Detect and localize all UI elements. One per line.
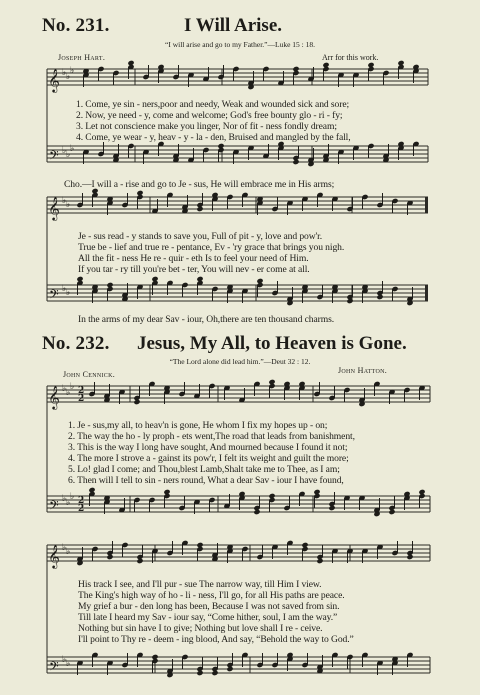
treble-clef-icon: 𝄞 (48, 385, 60, 409)
hymn-231-epigraph: “I will arise and go to my Father.”—Luke 15 : 18. (165, 40, 315, 49)
hymn-232-title: Jesus, My All, to Heaven is Gone. (137, 333, 407, 354)
svg-text:♭: ♭ (62, 494, 67, 504)
svg-text:♭: ♭ (66, 200, 71, 210)
verse-line: My grief a bur - den long has been, Because I was not saved from sin. (78, 601, 340, 612)
note-head (107, 282, 113, 287)
note-head (218, 143, 224, 148)
note-head (77, 276, 83, 281)
verse-line: The King's high way of ho - li - ness, I'll go, for all His paths are peace. (78, 590, 345, 601)
svg-text:♭: ♭ (70, 492, 75, 502)
svg-text:♭: ♭ (70, 66, 75, 76)
note-head (197, 542, 203, 547)
svg-text:♭: ♭ (66, 150, 71, 160)
verse-line: 4. Come, ye wear - y, heav - y - la - den, Bruised and mangled by the fall, (76, 132, 351, 143)
svg-text:♭: ♭ (66, 388, 71, 398)
note-head (407, 554, 413, 559)
note-head (137, 558, 143, 563)
note-head (212, 670, 218, 675)
note-head (128, 60, 134, 65)
note-head (269, 493, 275, 498)
verse-line: His track I see, and I'll pur - sue The narrow way, till Him I view. (78, 579, 322, 590)
note-head (107, 554, 113, 559)
chorus-line: In the arms of my dear Sav - iour, Oh,there are ten thousand charms. (78, 314, 335, 325)
verse-line: 6. Then will I tell to sin - ners round, What a dear Sav - iour I have found, (68, 475, 344, 486)
verse-line: 3. Let not conscience make you linger, Nor of fit - ness fondly dream; (76, 121, 337, 132)
hymn-232-composer: John Hatton. (338, 366, 388, 375)
hymn-231-title: I Will Arise. (184, 15, 283, 36)
treble-clef-icon: 𝄞 (48, 544, 60, 568)
note-head (197, 670, 203, 675)
bass-clef-icon: 𝄢 (49, 659, 59, 677)
verse-line: 1. Come, ye sin - ners,poor and needy, Weak and wounded sick and sore; (76, 99, 350, 110)
verse-line: 2. The way the ho - ly proph - ets went,The road that leads from banishment, (68, 431, 355, 442)
note-head (323, 62, 329, 67)
verse-line: 4. The more I strove a - gainst its pow'r, I felt its weight and guilt the more; (68, 453, 349, 464)
staff-treble-232b (47, 545, 430, 561)
hymn-232-epigraph: “The Lord alone did lead him.”—Deut 32 : 12. (169, 357, 311, 366)
note-head (89, 487, 95, 492)
note-head (254, 509, 260, 514)
hymn-232-number: No. 232. (42, 333, 110, 354)
note-head (152, 654, 158, 659)
note-head (197, 276, 203, 281)
verse-line: Till late I heard my Sav - iour say, “Come hither, soul, I am the way.” (78, 612, 338, 623)
svg-text:2: 2 (78, 386, 85, 396)
verse-line: Je - sus read - y stands to save you, Full of pit - y, love and pow'r. (78, 231, 323, 242)
svg-text:♭: ♭ (62, 196, 67, 206)
note-head (152, 276, 158, 281)
note-head (293, 159, 299, 164)
treble-clef-icon: 𝄞 (48, 196, 60, 220)
svg-text:2: 2 (78, 504, 85, 514)
hymn-231-arranger: Arr for this work. (322, 53, 379, 62)
svg-text:♭: ♭ (70, 144, 75, 154)
note-head (137, 190, 143, 195)
verse-line: 1. Je - sus,my all, to heav'n is gone, He whom I fix my hopes up - on; (68, 420, 328, 431)
hymn-232-author: John Cennick. (63, 370, 116, 379)
staff-treble-231b (47, 197, 428, 213)
svg-text:2: 2 (78, 496, 85, 506)
note-head (398, 60, 404, 65)
verse-line: 2. Now, ye need - y, come and welcome; God's free bounty glo - ri - fy; (76, 110, 343, 121)
verse-line: 5. Lo! glad I come; and Thou,blest Lamb,Shalt take me to Thee, as I am; (68, 464, 340, 475)
svg-text:♭: ♭ (62, 284, 67, 294)
note-head (293, 66, 299, 71)
treble-clef-icon: 𝄞 (48, 68, 60, 92)
note-head (329, 505, 335, 510)
svg-text:♭: ♭ (66, 288, 71, 298)
chorus-line: Cho.—I will a - rise and go to Je - sus, He will embrace me in His arms; (64, 179, 335, 190)
svg-text:♭: ♭ (62, 146, 67, 156)
svg-text:♭: ♭ (62, 68, 67, 78)
svg-text:♭: ♭ (66, 547, 71, 557)
verse-line: Nothing but sin have I to give; Nothing but love shall I re - ceive. (78, 623, 323, 634)
note-head (227, 666, 233, 671)
verse-line: I'll point to Thy re - deem - ing blood, And say, “Behold the way to God.” (78, 634, 354, 645)
svg-text:♭: ♭ (66, 659, 71, 669)
note-head (368, 62, 374, 67)
svg-text:♭: ♭ (66, 72, 71, 82)
verse-line: True be - lief and true re - pentance, Ev - 'ry grace that brings you nigh. (78, 242, 345, 253)
note-head (389, 509, 395, 514)
svg-text:♭: ♭ (66, 498, 71, 508)
note-head (377, 294, 383, 299)
note-head (302, 542, 308, 547)
staff-bass-232b (47, 657, 430, 673)
note-head (317, 558, 323, 563)
note-head (164, 489, 170, 494)
note-head (419, 489, 425, 494)
hymn-231-number: No. 231. (42, 15, 110, 36)
hymn-231-author: Joseph Hart. (58, 53, 106, 62)
svg-text:♭: ♭ (70, 382, 75, 392)
bass-clef-icon: 𝄢 (49, 498, 59, 516)
verse-line: If you tar - ry till you're bet - ter, You will nev - er come at all. (78, 264, 310, 275)
bass-clef-icon: 𝄢 (49, 287, 59, 305)
note-head (269, 379, 275, 384)
staff-bass-231b (47, 285, 428, 301)
verse-line: All the fit - ness He re - quir - eth Is to feel your need of Him. (78, 253, 309, 264)
note-head (347, 298, 353, 303)
svg-text:♭: ♭ (62, 655, 67, 665)
svg-text:2: 2 (78, 394, 85, 404)
note-head (314, 489, 320, 494)
svg-text:♭: ♭ (62, 543, 67, 553)
bass-clef-icon: 𝄢 (49, 148, 59, 166)
note-head (134, 399, 140, 404)
note-head (257, 278, 263, 283)
note-head (197, 206, 203, 211)
verse-line: 3. This is the way I long have sought, And mourned because I found it not; (68, 442, 348, 453)
svg-text:♭: ♭ (62, 384, 67, 394)
